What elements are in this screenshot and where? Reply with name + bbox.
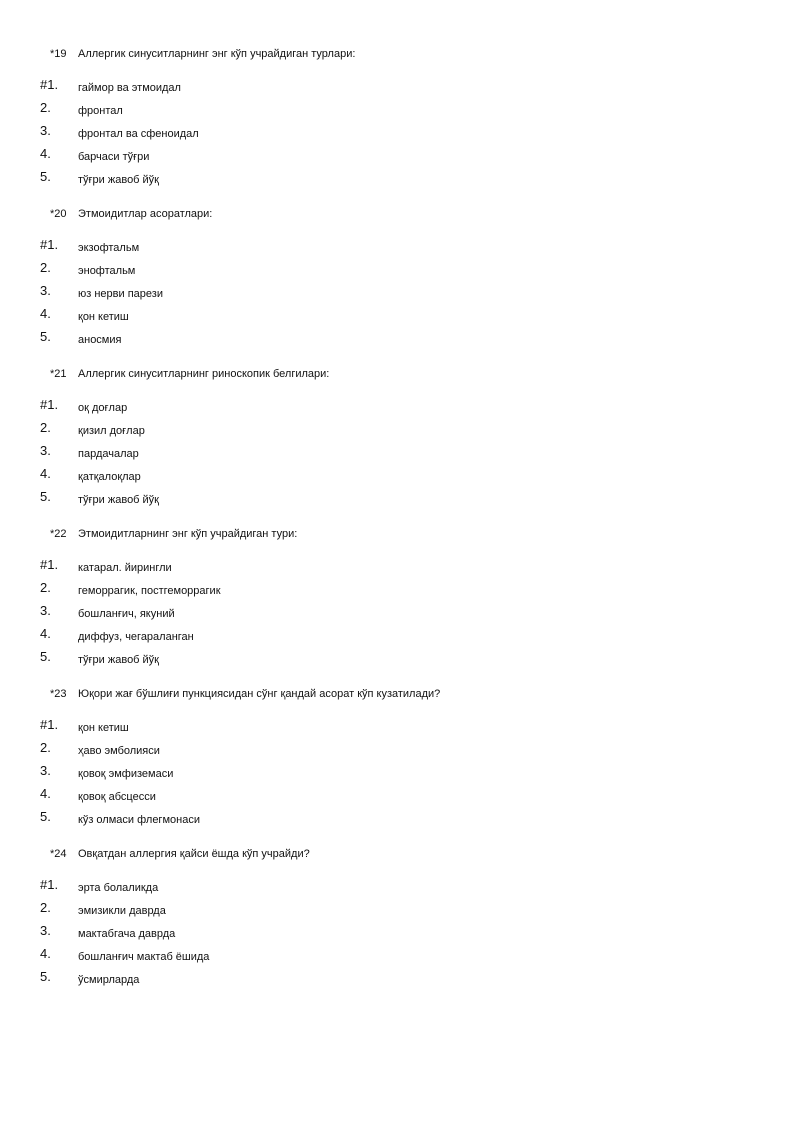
option-text: катарал. йирингли [78,562,172,574]
answer-option [0,764,800,784]
answer-option [0,170,800,190]
option-text: экзофтальм [78,242,140,254]
option-text: эрта болаликда [78,882,159,894]
answer-option [0,238,800,258]
answer-option [0,878,800,898]
option-marker: 3. [40,443,51,458]
answer-option [0,284,800,304]
option-marker: #1. [40,877,59,892]
option-text: бошланғич мактаб ёшида [78,951,210,963]
answer-option [0,581,800,601]
option-text: кўз олмаси флегмонаси [78,814,200,826]
option-text: ҳаво эмболияси [78,745,160,757]
answer-option [0,787,800,807]
answer-option [0,398,800,418]
option-text: бошланғич, якуний [78,608,175,620]
option-text: қизил доғлар [78,425,145,437]
option-marker: 4. [40,466,51,481]
option-text: оқ доғлар [78,402,128,414]
question-number: *22 [50,528,67,540]
answer-option [0,467,800,487]
option-marker: 5. [40,649,51,664]
option-marker: 4. [40,146,51,161]
option-marker: 2. [40,740,51,755]
option-text: қон кетиш [78,311,129,323]
answer-option [0,147,800,167]
answer-option [0,78,800,98]
answer-option [0,261,800,281]
answer-option [0,718,800,738]
answer-option [0,101,800,121]
answer-option [0,604,800,624]
option-marker: #1. [40,397,59,412]
option-marker: 5. [40,329,51,344]
option-marker: #1. [40,557,59,572]
option-marker: 2. [40,900,51,915]
option-text: мактабгача даврда [78,928,176,940]
option-text: тўғри жавоб йўқ [78,174,159,186]
option-text: ўсмирларда [78,974,140,986]
option-text: юз нерви парези [78,288,163,300]
option-marker: 4. [40,626,51,641]
option-marker: 5. [40,809,51,824]
option-text: барчаси тўғри [78,151,150,163]
answer-option [0,444,800,464]
question-text: Этмоидитларнинг энг кўп учрайдиган тури: [78,528,298,540]
question-number: *23 [50,688,67,700]
option-marker: 5. [40,489,51,504]
answer-option [0,947,800,967]
question-text: Этмоидитлар асоратлари: [78,208,213,220]
option-text: қовоқ абсцесси [78,791,156,803]
option-text: гаймор ва этмоидал [78,82,181,94]
option-marker: 4. [40,786,51,801]
option-text: тўғри жавоб йўқ [78,494,159,506]
option-text: фронтал ва сфеноидал [78,128,199,140]
answer-option [0,970,800,990]
option-marker: #1. [40,77,59,92]
answer-option [0,558,800,578]
option-text: диффуз, чегараланган [78,631,194,643]
answer-option [0,330,800,350]
option-marker: 2. [40,420,51,435]
option-marker: #1. [40,237,59,252]
option-marker: #1. [40,717,59,732]
answer-option [0,307,800,327]
question-number: *24 [50,848,67,860]
answer-option [0,650,800,670]
option-text: геморрагик, постгеморрагик [78,585,221,597]
question-text: Овқатдан аллергия қайси ёшда кўп учрайди? [78,848,310,860]
option-text: тўғри жавоб йўқ [78,654,159,666]
answer-option [0,741,800,761]
option-text: эмизикли даврда [78,905,166,917]
answer-option [0,421,800,441]
answer-option [0,490,800,510]
option-marker: 3. [40,283,51,298]
answer-option [0,924,800,944]
option-marker: 3. [40,763,51,778]
answer-option [0,810,800,830]
option-marker: 2. [40,100,51,115]
option-marker: 3. [40,123,51,138]
question-text: Юқори жағ бўшлиғи пункциясидан сўнг қандай асорат кўп кузатилади? [78,688,441,700]
question-text: Аллергик синуситларнинг энг кўп учрайдиган турлари: [78,48,356,60]
option-text: пардачалар [78,448,139,460]
option-marker: 4. [40,306,51,321]
option-marker: 3. [40,923,51,938]
option-marker: 5. [40,169,51,184]
question-number: *20 [50,208,67,220]
option-marker: 5. [40,969,51,984]
option-marker: 2. [40,260,51,275]
option-text: қовоқ эмфиземаси [78,768,174,780]
option-marker: 3. [40,603,51,618]
question-number: *21 [50,368,67,380]
question-text: Аллергик синуситларнинг риноскопик белгилари: [78,368,330,380]
answer-option [0,627,800,647]
option-text: қон кетиш [78,722,129,734]
option-marker: 4. [40,946,51,961]
option-text: аносмия [78,334,122,346]
question-number: *19 [50,48,67,60]
option-marker: 2. [40,580,51,595]
option-text: қатқалоқлар [78,471,141,483]
option-text: энофтальм [78,265,136,277]
option-text: фронтал [78,105,123,117]
answer-option [0,124,800,144]
answer-option [0,901,800,921]
